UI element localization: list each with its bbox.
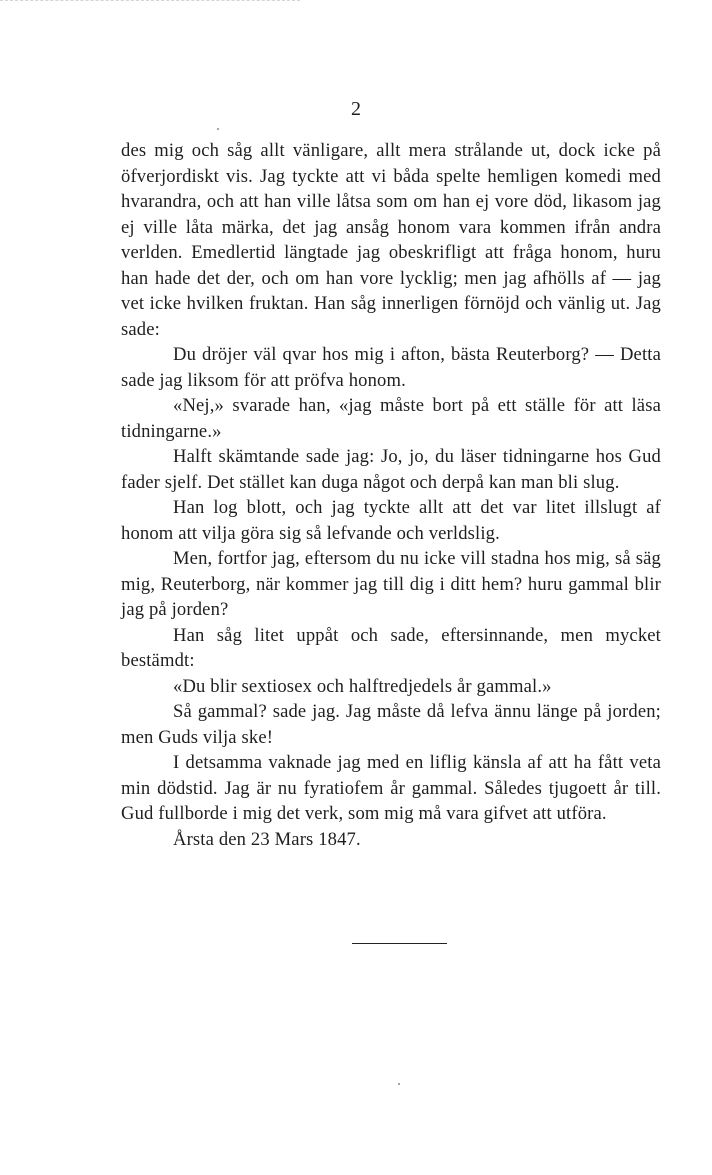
paragraph-4: Halft skämtande sade jag: Jo, jo, du läser tidningarne hos Gud fader sjelf. Det stället kan duga något och derpå kan man bli slug. [121, 446, 661, 493]
top-edge-rule [0, 0, 300, 3]
print-speck [217, 128, 219, 130]
paragraph-6: Men, fortfor jag, eftersom du nu icke vill stadna hos mig, så säg mig, Reuterborg, när kommer jag till dig i ditt hem? huru gammal blir jag på jorden? [121, 548, 661, 620]
dateline: Årsta den 23 Mars 1847. [173, 828, 361, 850]
paragraph-2: Du dröjer väl qvar hos mig i afton, bästa Reuterborg? — Detta sade jag liksom för att pröfva honom. [121, 344, 661, 391]
paragraph-5: Han log blott, och jag tyckte allt att det var litet illslugt af honom att vilja göra sig så lefvande och verldslig. [121, 497, 661, 544]
paragraph-1: des mig och såg allt vänligare, allt mera strålande ut, dock icke på öfverjordiskt vis. Jag tyckte att vi båda spelte hemligen komedi med hvarandra, och att han ville låtsa som om han ej vore död, likasom jag ej ville låta märka, det jag ansåg honom vara kommen ifrån andra verlden. Emedlertid längtade jag obeskrifligt att fråga honom, huru han hade det der, och om han vore lycklig; men jag afhölls af — jag vet icke hvilken fruktan. Han såg innerligen förnöjd och vänlig ut. Jag sade: [121, 140, 661, 340]
paragraph-8: «Du blir sextiosex och halftredjedels år gammal.» [173, 675, 552, 697]
end-divider [352, 943, 447, 944]
page-number: 2 [351, 98, 361, 120]
paragraph-10: I detsamma vaknade jag med en liflig känsla af att ha fått veta min dödstid. Jag är nu fyratiofem år gammal. Således tjugoett år till. Gud fullborde i mig det verk, som mig må vara gifvet att utföra. [121, 752, 661, 824]
paragraph-3: «Nej,» svarade han, «jag måste bort på ett ställe för att läsa tidningarne.» [121, 395, 661, 442]
paragraph-9: Så gammal? sade jag. Jag måste då lefva ännu länge på jorden; men Guds vilja ske! [121, 701, 661, 748]
paragraph-7: Han såg litet uppåt och sade, eftersinnande, men mycket bestämdt: [121, 624, 661, 671]
body-text [121, 138, 661, 852]
print-speck [398, 1083, 400, 1085]
